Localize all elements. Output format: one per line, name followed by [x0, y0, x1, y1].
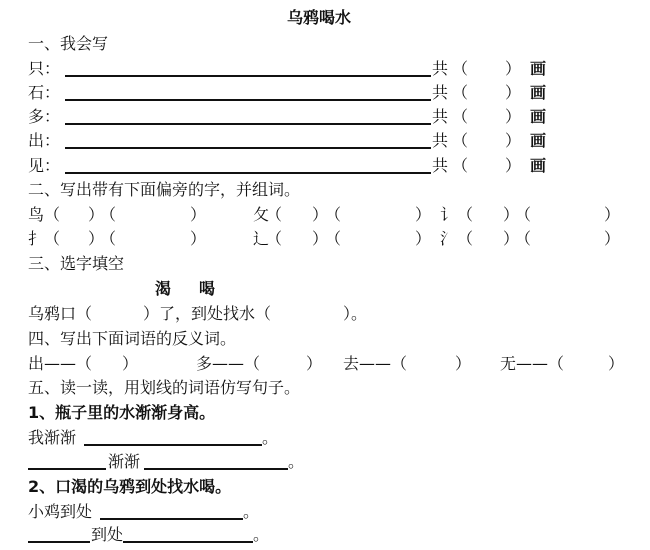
paren-close: ） [415, 229, 432, 248]
section1-heading: 一、我会写 [28, 34, 109, 53]
row-char: 出： [28, 131, 61, 150]
prompt-mid: 到处 [91, 525, 124, 544]
paren-open: （ [457, 229, 474, 248]
unit-label: 画 [530, 131, 547, 150]
paren-close: ） [312, 229, 329, 248]
paren-open: （ [266, 205, 283, 224]
paren-open: （ [100, 229, 117, 248]
paren-close: ） [503, 229, 520, 248]
fill-sentence-part: 乌鸦口（ [28, 304, 93, 323]
paren-open: （ [100, 205, 117, 224]
paren-close: ） [505, 131, 522, 150]
answer-line[interactable] [65, 99, 431, 101]
paren-close: ） [455, 354, 472, 373]
paren-close: ） [608, 354, 625, 373]
total-label: 共 [432, 131, 449, 150]
paren-close: ） [190, 205, 207, 224]
paren-close: ） [604, 229, 621, 248]
paren-open: （ [515, 229, 532, 248]
total-label: 共 [432, 156, 449, 175]
answer-line[interactable] [65, 75, 431, 77]
unit-label: 画 [530, 156, 547, 175]
section2-heading: 二、写出带有下面偏旁的字，并组词。 [28, 180, 301, 199]
radical: 辶 [253, 229, 270, 248]
total-label: 共 [432, 83, 449, 102]
paren-open: （ [44, 229, 61, 248]
radical: 氵 [440, 229, 457, 248]
fill-sentence-part: ）。 [343, 304, 368, 323]
paren-close: ） [122, 354, 139, 373]
answer-line[interactable] [100, 518, 243, 520]
fill-sentence-part: ）了，到处找水（ [143, 304, 272, 323]
section5-heading: 五、读一读，用划线的词语仿写句子。 [28, 378, 301, 397]
paren-close: ） [505, 107, 522, 126]
total-label: 共 [432, 107, 449, 126]
prompt-mid: 渐渐 [108, 452, 141, 471]
paren-open: （ [452, 156, 469, 175]
answer-line[interactable] [65, 172, 431, 174]
radical: 讠 [440, 205, 457, 224]
choice-word: 喝 [199, 279, 216, 298]
row-char: 多： [28, 107, 61, 126]
prompt-prefix: 我渐渐 [28, 428, 77, 447]
paren-close: ） [505, 156, 522, 175]
paren-close: ） [503, 205, 520, 224]
period: 。 [243, 502, 260, 521]
period: 。 [262, 428, 279, 447]
paren-open: （ [325, 205, 342, 224]
paren-close: ） [415, 205, 432, 224]
answer-line[interactable] [65, 123, 431, 125]
paren-close: ） [88, 205, 105, 224]
row-char: 见： [28, 156, 61, 175]
antonym-word: 出——（ [28, 354, 93, 373]
radical: 扌 [28, 229, 45, 248]
paren-open: （ [452, 131, 469, 150]
total-label: 共 [432, 59, 449, 78]
paren-open: （ [44, 205, 61, 224]
antonym-word: 多——（ [196, 354, 261, 373]
paren-open: （ [515, 205, 532, 224]
answer-line[interactable] [28, 468, 106, 470]
row-char: 只： [28, 59, 61, 78]
radical: 鸟 [28, 205, 45, 224]
period: 。 [253, 525, 270, 544]
paren-open: （ [452, 59, 469, 78]
paren-close: ） [604, 205, 621, 224]
answer-line[interactable] [28, 541, 90, 543]
example-sentence: 2、口渴的乌鸦到处找水喝。 [28, 477, 232, 496]
unit-label: 画 [530, 59, 547, 78]
paren-open: （ [457, 205, 474, 224]
unit-label: 画 [530, 107, 547, 126]
answer-line[interactable] [144, 468, 288, 470]
answer-line[interactable] [65, 147, 431, 149]
paren-close: ） [312, 205, 329, 224]
paren-close: ） [88, 229, 105, 248]
radical: 攵 [253, 205, 270, 224]
paren-open: （ [266, 229, 283, 248]
antonym-word: 去——（ [343, 354, 408, 373]
paren-open: （ [452, 107, 469, 126]
paren-open: （ [325, 229, 342, 248]
answer-line[interactable] [84, 444, 262, 446]
paren-close: ） [505, 59, 522, 78]
page-title: 乌鸦喝水 [287, 8, 352, 27]
period: 。 [288, 452, 305, 471]
row-char: 石： [28, 83, 61, 102]
prompt-prefix: 小鸡到处 [28, 502, 93, 521]
section3-heading: 三、选字填空 [28, 254, 125, 273]
paren-close: ） [306, 354, 323, 373]
example-sentence: 1、瓶子里的水渐渐身高。 [28, 403, 216, 422]
antonym-word: 无——（ [500, 354, 565, 373]
paren-close: ） [505, 83, 522, 102]
choice-word: 渴 [155, 279, 172, 298]
section4-heading: 四、写出下面词语的反义词。 [28, 329, 237, 348]
answer-line[interactable] [123, 541, 253, 543]
unit-label: 画 [530, 83, 547, 102]
paren-close: ） [190, 229, 207, 248]
paren-open: （ [452, 83, 469, 102]
